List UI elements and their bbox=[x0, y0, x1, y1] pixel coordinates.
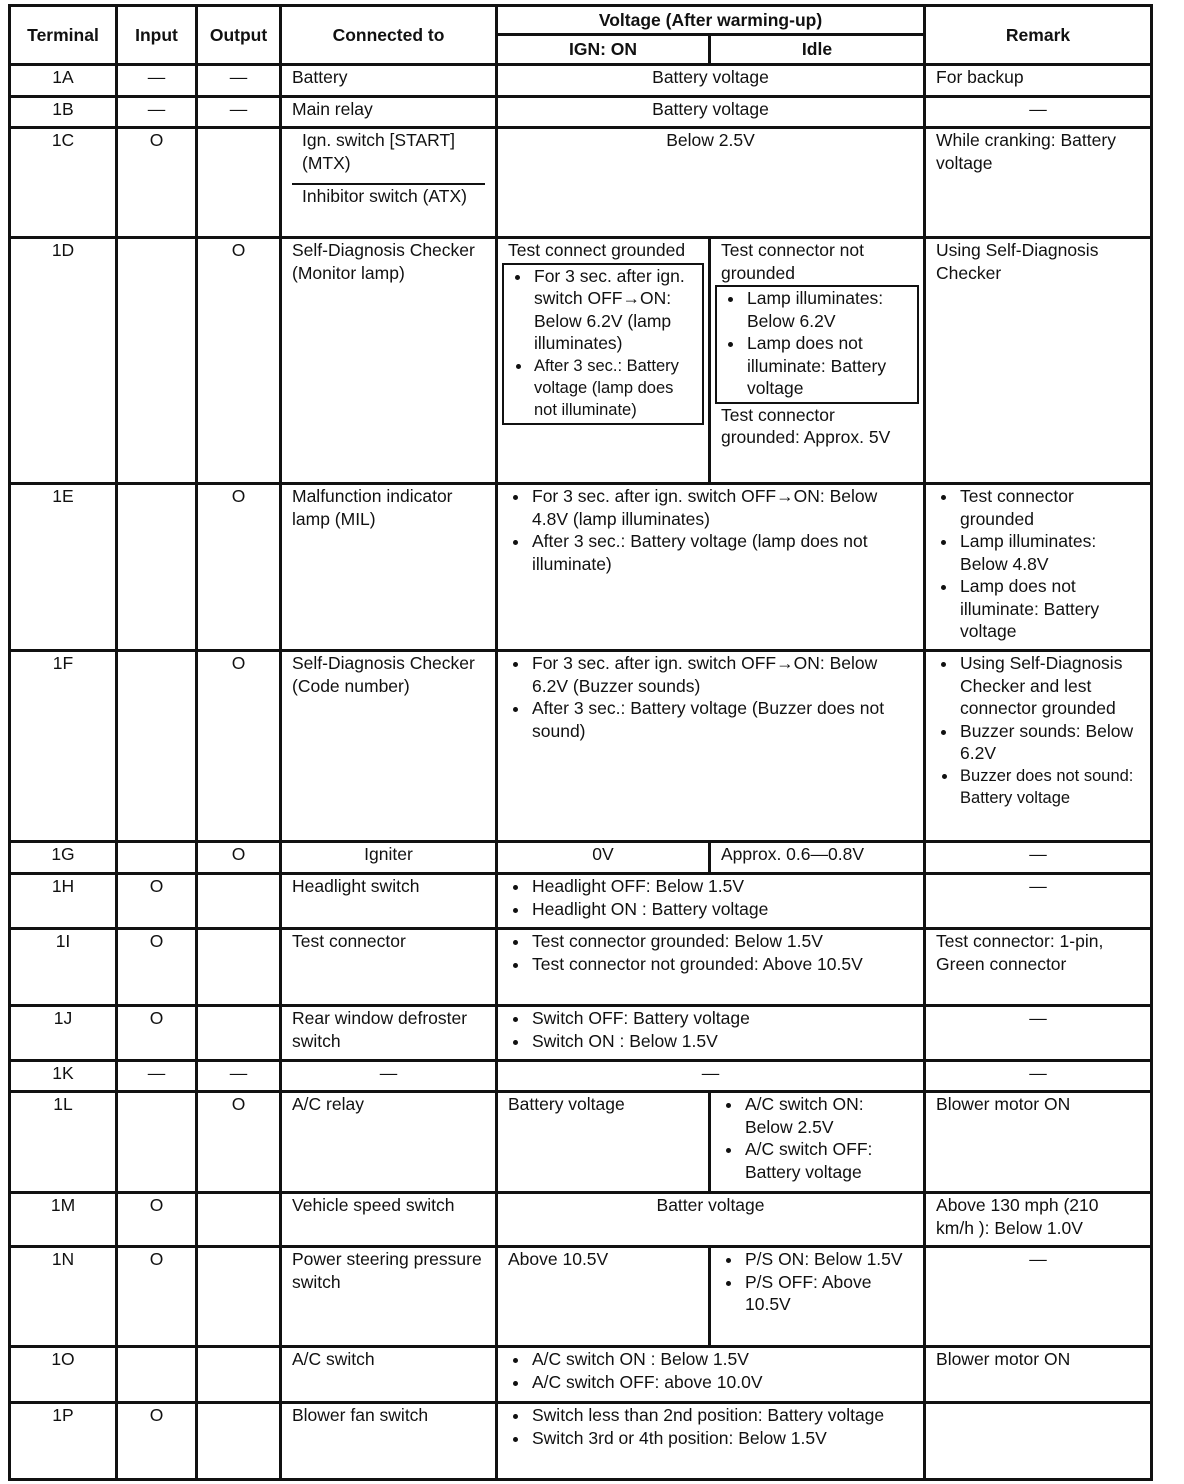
voltage-cell bbox=[497, 1403, 925, 1480]
test-connector-grounded-note: Test connector grounded: Approx. 5V bbox=[721, 404, 891, 447]
remark-cell: Blower motor ON bbox=[925, 1092, 1152, 1193]
table-row bbox=[10, 128, 1152, 238]
list-item: • A/C switch OFF: Battery voltage bbox=[743, 1138, 913, 1183]
remark-cell bbox=[925, 651, 1152, 842]
table-row bbox=[10, 1092, 1152, 1193]
voltage-list bbox=[508, 652, 913, 742]
voltage-list bbox=[508, 1348, 913, 1393]
voltage-cell: Battery voltage bbox=[497, 65, 925, 97]
voltage-cell bbox=[497, 651, 925, 842]
table-row bbox=[10, 651, 1152, 842]
input-cell bbox=[117, 842, 197, 874]
list-item: • Buzzer does not sound: Battery voltage bbox=[958, 765, 1140, 809]
header-connected-to: Connected to bbox=[281, 6, 497, 65]
voltage-idle-list bbox=[721, 1248, 913, 1316]
output-cell: O bbox=[197, 1092, 281, 1193]
remark-cell: Using Self-Diagnosis Checker bbox=[925, 238, 1152, 484]
voltage-idle-cell bbox=[710, 238, 925, 484]
connected-sub-mtx: Ign. switch [START] (MTX) bbox=[292, 129, 485, 185]
list-item: • Using Self-Diagnosis Checker and lest connector grounded bbox=[958, 652, 1140, 720]
terminal-cell: 1L bbox=[10, 1092, 117, 1193]
terminal-cell: 1O bbox=[10, 1347, 117, 1403]
input-cell bbox=[117, 1092, 197, 1193]
list-item: • Buzzer sounds: Below 6.2V bbox=[958, 720, 1140, 765]
table-row bbox=[10, 1247, 1152, 1347]
list-item: • After 3 sec.: Battery voltage (lamp does not illuminate) bbox=[532, 355, 696, 421]
table-row bbox=[10, 874, 1152, 929]
input-cell: — bbox=[117, 97, 197, 128]
terminal-cell: 1I bbox=[10, 929, 117, 1006]
output-cell: O bbox=[197, 238, 281, 484]
header-voltage-group: Voltage (After warming-up) bbox=[497, 6, 925, 35]
terminal-cell: 1J bbox=[10, 1006, 117, 1061]
output-cell: — bbox=[197, 1061, 281, 1092]
remark-cell: For backup bbox=[925, 65, 1152, 97]
output-cell bbox=[197, 1006, 281, 1061]
remark-cell: Blower motor ON bbox=[925, 1347, 1152, 1403]
output-cell bbox=[197, 128, 281, 238]
list-item: • Test connector grounded bbox=[958, 485, 1140, 530]
input-cell: — bbox=[117, 65, 197, 97]
remark-cell: — bbox=[925, 97, 1152, 128]
table-row bbox=[10, 1347, 1152, 1403]
input-cell bbox=[117, 484, 197, 651]
table-row bbox=[10, 842, 1152, 874]
connected-cell: Blower fan switch bbox=[281, 1403, 497, 1480]
header-terminal: Terminal bbox=[10, 6, 117, 65]
list-item: • For 3 sec. after ign. switch OFF→ON: Below 4.8V (lamp illuminates) bbox=[530, 485, 913, 530]
output-cell: O bbox=[197, 842, 281, 874]
output-cell bbox=[197, 929, 281, 1006]
input-cell bbox=[117, 1347, 197, 1403]
voltage-cell bbox=[497, 929, 925, 1006]
list-item: • P/S ON: Below 1.5V bbox=[743, 1248, 913, 1271]
connected-cell bbox=[281, 128, 497, 238]
terminal-cell: 1F bbox=[10, 651, 117, 842]
list-item: • Switch 3rd or 4th position: Below 1.5V bbox=[530, 1427, 913, 1450]
connected-cell: Test connector bbox=[281, 929, 497, 1006]
table-row bbox=[10, 97, 1152, 128]
output-cell bbox=[197, 1347, 281, 1403]
remark-cell: — bbox=[925, 1006, 1152, 1061]
remark-cell: Test connector: 1-pin, Green connector bbox=[925, 929, 1152, 1006]
voltage-ign-cell: Battery voltage bbox=[497, 1092, 710, 1193]
connected-cell: — bbox=[281, 1061, 497, 1092]
list-item: • Test connector not grounded: Above 10.5V bbox=[530, 953, 913, 976]
voltage-cell: — bbox=[497, 1061, 925, 1092]
connected-cell: Headlight switch bbox=[281, 874, 497, 929]
list-item: • Switch OFF: Battery voltage bbox=[530, 1007, 913, 1030]
table-row bbox=[10, 1006, 1152, 1061]
voltage-list bbox=[508, 930, 913, 975]
remark-list bbox=[936, 652, 1140, 809]
terminal-cell: 1A bbox=[10, 65, 117, 97]
output-cell bbox=[197, 1193, 281, 1247]
terminal-cell: 1K bbox=[10, 1061, 117, 1092]
remark-cell: While cranking: Battery voltage bbox=[925, 128, 1152, 238]
table-row bbox=[10, 1061, 1152, 1092]
list-item: • Lamp illuminates: Below 4.8V bbox=[958, 530, 1140, 575]
terminal-cell: 1C bbox=[10, 128, 117, 238]
connected-cell: Self-Diagnosis Checker (Monitor lamp) bbox=[281, 238, 497, 484]
terminal-cell: 1N bbox=[10, 1247, 117, 1347]
table-row bbox=[10, 1193, 1152, 1247]
list-item: • Test connector grounded: Below 1.5V bbox=[530, 930, 913, 953]
list-item: • A/C switch OFF: above 10.0V bbox=[530, 1371, 913, 1394]
connected-cell: Power steering pressure switch bbox=[281, 1247, 497, 1347]
voltage-idle-list bbox=[721, 1093, 913, 1183]
input-cell: O bbox=[117, 1247, 197, 1347]
terminal-cell: 1B bbox=[10, 97, 117, 128]
input-cell: O bbox=[117, 1403, 197, 1480]
table-row bbox=[10, 484, 1152, 651]
voltage-cell bbox=[497, 484, 925, 651]
output-cell: O bbox=[197, 651, 281, 842]
remark-cell: — bbox=[925, 842, 1152, 874]
connected-cell: A/C relay bbox=[281, 1092, 497, 1193]
output-cell: O bbox=[197, 484, 281, 651]
list-item: • Switch ON : Below 1.5V bbox=[530, 1030, 913, 1053]
terminal-cell: 1H bbox=[10, 874, 117, 929]
connected-cell: Vehicle speed switch bbox=[281, 1193, 497, 1247]
list-item: • Switch less than 2nd position: Battery voltage bbox=[530, 1404, 913, 1427]
connected-cell: Self-Diagnosis Checker (Code number) bbox=[281, 651, 497, 842]
connected-cell: A/C switch bbox=[281, 1347, 497, 1403]
remark-cell: Above 130 mph (210 km/h ): Below 1.0V bbox=[925, 1193, 1152, 1247]
list-item: • Lamp illuminates: Below 6.2V bbox=[745, 287, 911, 332]
table-row bbox=[10, 238, 1152, 484]
terminal-cell: 1G bbox=[10, 842, 117, 874]
test-not-grounded-list bbox=[723, 287, 911, 400]
output-cell bbox=[197, 1247, 281, 1347]
connected-sub-atx: Inhibitor switch (ATX) bbox=[302, 186, 467, 206]
voltage-list bbox=[508, 1007, 913, 1052]
terminal-cell: 1M bbox=[10, 1193, 117, 1247]
test-grounded-heading: Test connect grounded bbox=[508, 240, 686, 260]
input-cell: O bbox=[117, 1193, 197, 1247]
voltage-cell bbox=[497, 1006, 925, 1061]
voltage-idle-cell: Approx. 0.6—0.8V bbox=[710, 842, 925, 874]
input-cell: O bbox=[117, 1006, 197, 1061]
list-item: • P/S OFF: Above 10.5V bbox=[743, 1271, 913, 1316]
header-input: Input bbox=[117, 6, 197, 65]
test-grounded-box bbox=[502, 263, 704, 425]
output-cell bbox=[197, 1403, 281, 1480]
terminal-voltage-table-page bbox=[8, 4, 1150, 1481]
output-cell bbox=[197, 874, 281, 929]
voltage-list bbox=[508, 1404, 913, 1449]
remark-cell: — bbox=[925, 1247, 1152, 1347]
header-remark: Remark bbox=[925, 6, 1152, 65]
terminal-voltage-table bbox=[8, 4, 1153, 1481]
voltage-idle-cell bbox=[710, 1092, 925, 1193]
input-cell bbox=[117, 651, 197, 842]
table-row bbox=[10, 929, 1152, 1006]
list-item: • For 3 sec. after ign. switch OFF→ON: Below 6.2V (Buzzer sounds) bbox=[530, 652, 913, 697]
remark-cell bbox=[925, 484, 1152, 651]
remark-cell bbox=[925, 1403, 1152, 1480]
connected-cell: Malfunction indicator lamp (MIL) bbox=[281, 484, 497, 651]
connected-cell: Rear window defroster switch bbox=[281, 1006, 497, 1061]
header-output: Output bbox=[197, 6, 281, 65]
connected-cell: Main relay bbox=[281, 97, 497, 128]
input-cell: O bbox=[117, 874, 197, 929]
terminal-cell: 1D bbox=[10, 238, 117, 484]
connected-cell: Battery bbox=[281, 65, 497, 97]
input-cell: O bbox=[117, 128, 197, 238]
list-item: • For 3 sec. after ign. switch OFF→ON: Below 6.2V (lamp illuminates) bbox=[532, 265, 696, 355]
connected-cell: Igniter bbox=[281, 842, 497, 874]
voltage-ign-cell: Above 10.5V bbox=[497, 1247, 710, 1347]
test-not-grounded-heading: Test connector not grounded bbox=[721, 240, 864, 283]
voltage-cell: Battery voltage bbox=[497, 97, 925, 128]
input-cell bbox=[117, 238, 197, 484]
input-cell: O bbox=[117, 929, 197, 1006]
voltage-ign-cell: 0V bbox=[497, 842, 710, 874]
list-item: • Lamp does not illuminate: Battery voltage bbox=[745, 332, 911, 400]
list-item: • A/C switch ON: Below 2.5V bbox=[743, 1093, 913, 1138]
input-cell: — bbox=[117, 1061, 197, 1092]
remark-cell: — bbox=[925, 874, 1152, 929]
voltage-list bbox=[508, 875, 913, 920]
list-item: • Headlight OFF: Below 1.5V bbox=[530, 875, 913, 898]
remark-list bbox=[936, 485, 1140, 643]
voltage-idle-cell bbox=[710, 1247, 925, 1347]
header-ign-on: IGN: ON bbox=[497, 35, 710, 65]
test-grounded-list bbox=[510, 265, 696, 421]
voltage-cell: Batter voltage bbox=[497, 1193, 925, 1247]
output-cell: — bbox=[197, 65, 281, 97]
remark-cell: — bbox=[925, 1061, 1152, 1092]
list-item: • After 3 sec.: Battery voltage (lamp does not illuminate) bbox=[530, 530, 913, 575]
voltage-cell bbox=[497, 874, 925, 929]
list-item: • Headlight ON : Battery voltage bbox=[530, 898, 913, 921]
table-row bbox=[10, 65, 1152, 97]
header-idle: Idle bbox=[710, 35, 925, 65]
voltage-list bbox=[508, 485, 913, 575]
table-row bbox=[10, 1403, 1152, 1480]
voltage-cell: Below 2.5V bbox=[497, 128, 925, 238]
list-item: • After 3 sec.: Battery voltage (Buzzer does not sound) bbox=[530, 697, 913, 742]
voltage-ign-cell bbox=[497, 238, 710, 484]
test-not-grounded-box bbox=[715, 285, 919, 404]
list-item: • Lamp does not illuminate: Battery voltage bbox=[958, 575, 1140, 643]
terminal-cell: 1P bbox=[10, 1403, 117, 1480]
output-cell: — bbox=[197, 97, 281, 128]
list-item: • A/C switch ON : Below 1.5V bbox=[530, 1348, 913, 1371]
voltage-cell bbox=[497, 1347, 925, 1403]
terminal-cell: 1E bbox=[10, 484, 117, 651]
